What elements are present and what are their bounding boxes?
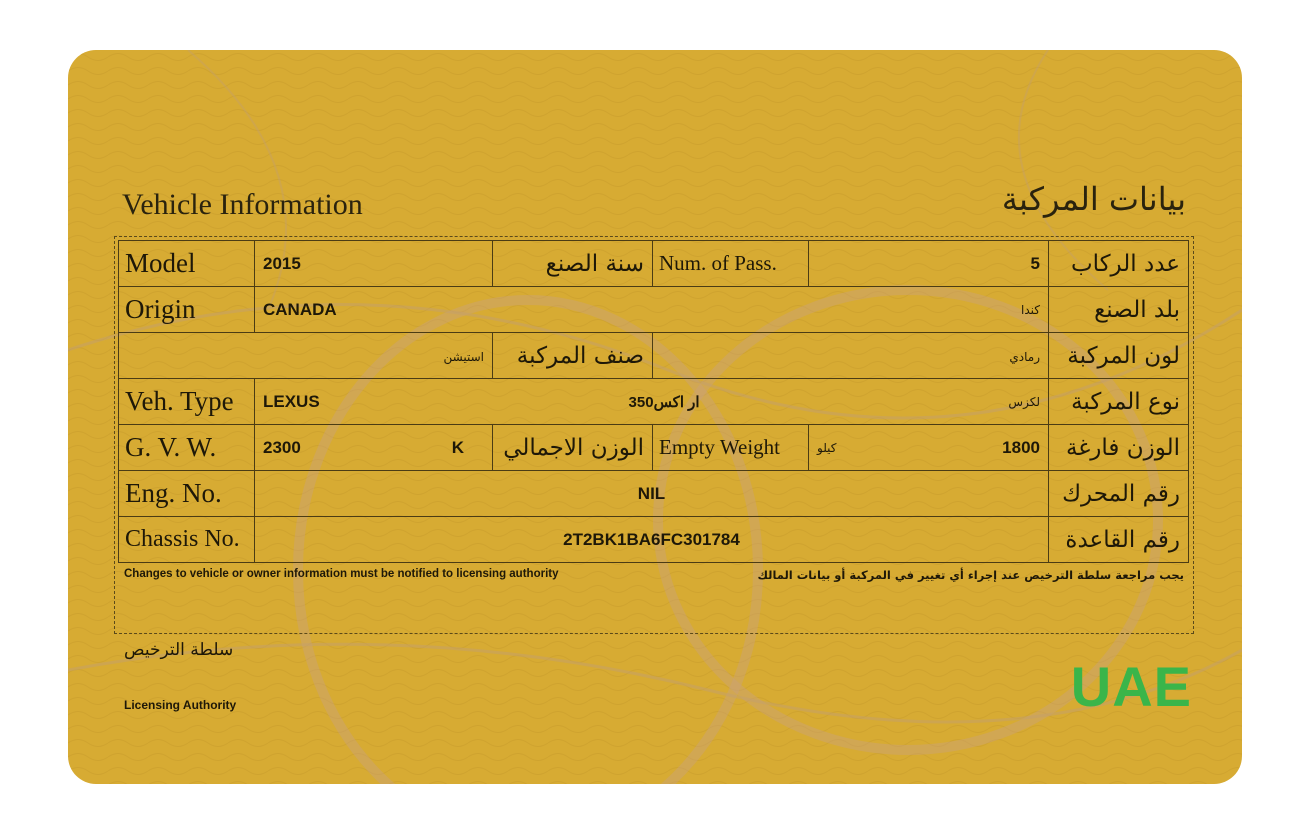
origin-value-cell bbox=[255, 287, 1049, 333]
veh-type-value-ar: لكزس bbox=[1008, 394, 1040, 409]
vehicle-class-value-cell bbox=[119, 333, 493, 379]
row-chassis bbox=[119, 517, 1189, 563]
empty-weight-label-en: Empty Weight bbox=[653, 425, 809, 471]
card-title-ar: بيانات المركبة bbox=[1001, 180, 1186, 218]
num-pass-value: 5 bbox=[809, 241, 1049, 287]
empty-weight-value-cell bbox=[809, 425, 1049, 471]
engine-label-en: Eng. No. bbox=[119, 471, 255, 517]
veh-type-value-cell bbox=[255, 379, 1049, 425]
authority-label-en: Licensing Authority bbox=[124, 698, 237, 712]
empty-weight-label-ar: الوزن فارغة bbox=[1049, 425, 1189, 471]
origin-label-en: Origin bbox=[119, 287, 255, 333]
vehicle-class-value-ar: استيشن bbox=[443, 350, 484, 364]
notice-row bbox=[124, 568, 1184, 582]
veh-model-value: 350ار اكس bbox=[628, 393, 700, 411]
color-value-ar: رمادي bbox=[1009, 350, 1040, 364]
row-color bbox=[119, 333, 1189, 379]
num-pass-label-en: Num. of Pass. bbox=[653, 241, 809, 287]
vehicle-info-table bbox=[118, 240, 1189, 563]
row-engine bbox=[119, 471, 1189, 517]
vehicle-class-label-ar: صنف المركبة bbox=[493, 333, 653, 379]
chassis-value: 2T2BK1BA6FC301784 bbox=[255, 517, 1049, 563]
row-gvw bbox=[119, 425, 1189, 471]
veh-type-label-ar: نوع المركبة bbox=[1049, 379, 1189, 425]
empty-weight-unit-ar: كيلو bbox=[817, 440, 837, 455]
row-veh-type bbox=[119, 379, 1189, 425]
notice-en: Changes to vehicle or owner information must be notified to licensing authority bbox=[124, 568, 559, 580]
gvw-label-en: G. V. W. bbox=[119, 425, 255, 471]
origin-label-ar: بلد الصنع bbox=[1049, 287, 1189, 333]
origin-value-ar: كندا bbox=[1021, 302, 1040, 317]
uae-country-mark: UAE bbox=[1070, 655, 1192, 718]
vehicle-card bbox=[68, 50, 1242, 784]
origin-value: CANADA bbox=[263, 299, 337, 319]
chassis-label-ar: رقم القاعدة bbox=[1049, 517, 1189, 563]
gvw-label-ar: الوزن الاجمالي bbox=[493, 425, 653, 471]
empty-weight-value: 1800 bbox=[1002, 437, 1040, 457]
gvw-value: 2300 bbox=[263, 437, 301, 457]
veh-type-value: LEXUS bbox=[263, 391, 320, 411]
gvw-value-cell bbox=[255, 425, 493, 471]
engine-value: NIL bbox=[255, 471, 1049, 517]
chassis-label-en: Chassis No. bbox=[119, 517, 255, 563]
model-year-label-ar: سنة الصنع bbox=[493, 241, 653, 287]
gvw-unit: K bbox=[451, 437, 464, 457]
notice-ar: يجب مراجعة سلطة الترخيص عند إجراء أي تغيير في المركبة أو بيانات المالك bbox=[757, 568, 1184, 582]
row-origin bbox=[119, 287, 1189, 333]
num-pass-label-ar: عدد الركاب bbox=[1049, 241, 1189, 287]
authority-label-ar: سلطة الترخيص bbox=[124, 640, 234, 660]
row-model bbox=[119, 241, 1189, 287]
model-value: 2015 bbox=[255, 241, 493, 287]
engine-label-ar: رقم المحرك bbox=[1049, 471, 1189, 517]
color-label-ar: لون المركبة bbox=[1049, 333, 1189, 379]
veh-type-label-en: Veh. Type bbox=[119, 379, 255, 425]
card-title-en: Vehicle Information bbox=[122, 188, 363, 221]
model-label-en: Model bbox=[119, 241, 255, 287]
color-value-cell bbox=[653, 333, 1049, 379]
